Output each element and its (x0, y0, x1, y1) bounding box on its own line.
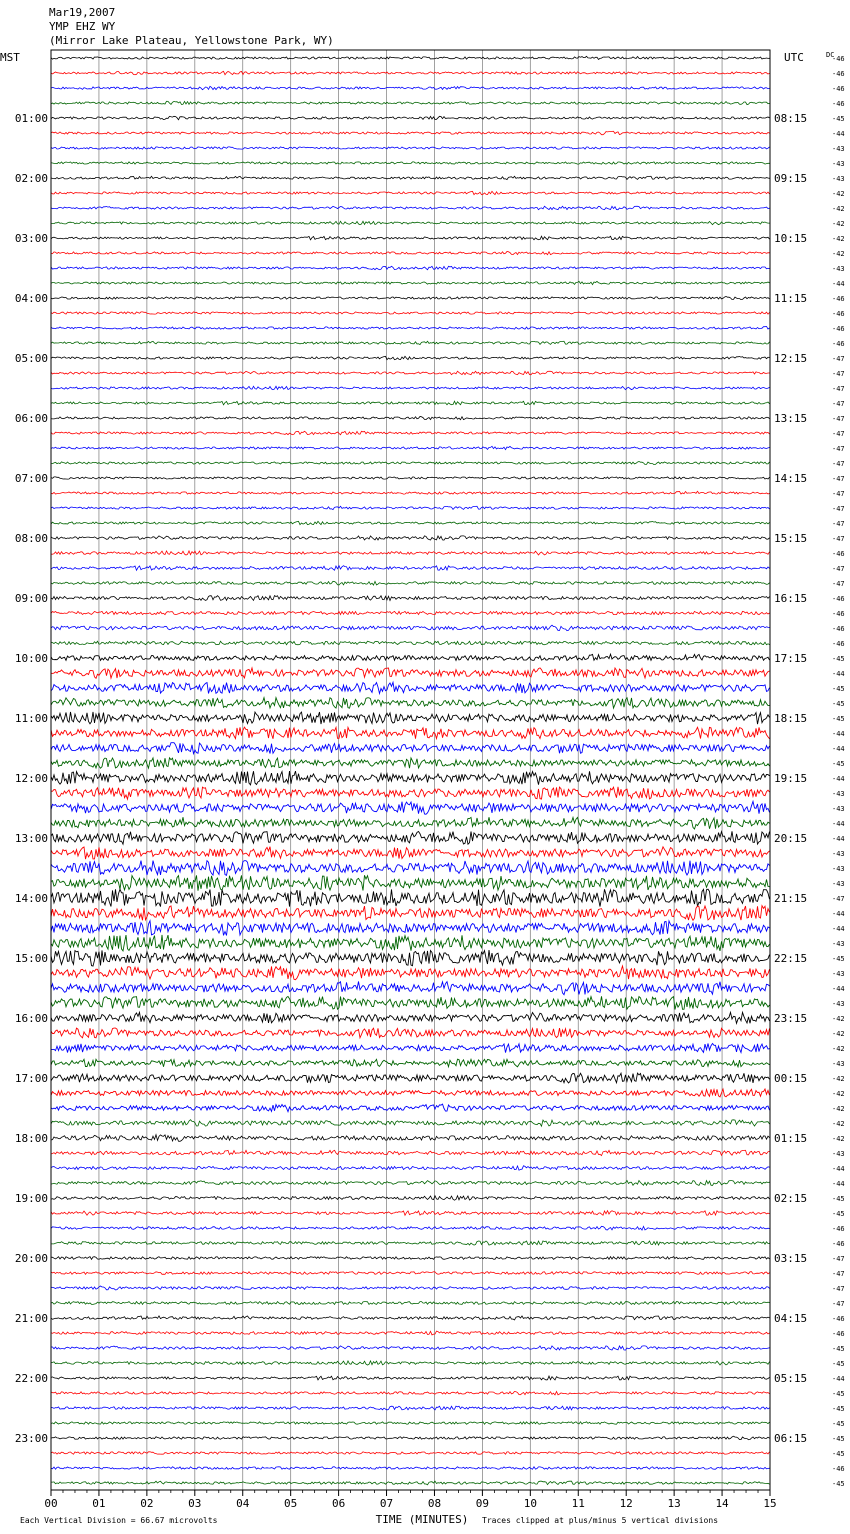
seismic-trace (51, 861, 770, 876)
mst-hour-label: 18:00 (14, 1132, 48, 1145)
mst-hour-label: 19:00 (14, 1192, 48, 1205)
x-tick-label: 00 (44, 1497, 58, 1510)
mst-hour-label: 23:00 (14, 1432, 48, 1445)
dc-offset-value: -46 (832, 310, 845, 318)
mst-hour-label: 21:00 (14, 1312, 48, 1325)
seismic-trace (51, 1361, 770, 1365)
dc-offset-value: -47 (832, 370, 845, 378)
seismic-trace (51, 131, 770, 134)
dc-offset-value: -45 (832, 1405, 845, 1413)
seismic-trace (51, 236, 770, 240)
x-tick-label: 10 (523, 1497, 537, 1510)
dc-offset-value: -42 (832, 1120, 845, 1128)
seismic-trace (51, 1391, 770, 1395)
dc-offset-value: -45 (832, 1195, 845, 1203)
seismic-trace (51, 1436, 770, 1440)
seismic-trace (51, 935, 770, 951)
seismic-trace (51, 743, 770, 754)
dc-offset-value: -47 (832, 565, 845, 573)
seismic-trace (51, 566, 770, 571)
dc-offset-value: -43 (832, 1060, 845, 1068)
utc-hour-label: 11:15 (774, 292, 808, 305)
x-tick-label: 15 (763, 1497, 777, 1510)
station-code: YMP EHZ WY (49, 20, 116, 33)
mst-hour-label: 13:00 (14, 832, 48, 845)
seismic-trace (51, 1481, 770, 1485)
utc-hour-label: 20:15 (774, 832, 808, 845)
seismic-trace (51, 611, 770, 614)
seismic-trace (51, 1150, 770, 1155)
seismic-trace (51, 371, 770, 375)
dc-offset-value: -47 (832, 475, 845, 483)
seismic-trace (51, 446, 770, 449)
seismic-trace (51, 831, 770, 844)
seismic-trace (51, 252, 770, 255)
station-location: (Mirror Lake Plateau, Yellowstone Park, WY) (49, 34, 334, 47)
utc-hour-label: 06:15 (774, 1432, 808, 1445)
dc-offset-value: -46 (832, 340, 845, 348)
dc-offset-value: -42 (832, 1090, 845, 1098)
mst-hour-label: 11:00 (14, 712, 48, 725)
dc-offset-value: -45 (832, 1450, 845, 1458)
seismic-trace (51, 1422, 770, 1424)
dc-offset-value: -43 (832, 175, 845, 183)
dc-offset-value: -46 (832, 55, 845, 63)
dc-offset-value: -44 (832, 280, 845, 288)
seismic-trace (51, 1211, 770, 1216)
dc-offset-value: -46 (832, 325, 845, 333)
utc-hour-label: 00:15 (774, 1072, 808, 1085)
dc-offset-value: -47 (832, 895, 845, 903)
seismic-trace (51, 401, 770, 405)
seismic-trace (51, 668, 770, 678)
dc-offset-value: -43 (832, 940, 845, 948)
seismic-trace (51, 536, 770, 540)
plot-date: Mar19,2007 (49, 6, 116, 19)
mst-hour-label: 06:00 (14, 412, 48, 425)
utc-hour-label: 21:15 (774, 892, 808, 905)
dc-offset-value: -42 (832, 1015, 845, 1023)
seismic-trace (51, 162, 770, 164)
dc-offset-value: -47 (832, 1285, 845, 1293)
x-tick-label: 13 (667, 1497, 681, 1510)
dc-offset-value: -47 (832, 1300, 845, 1308)
dc-offset-value: -42 (832, 235, 845, 243)
seismic-trace (51, 86, 770, 89)
utc-hour-label: 23:15 (774, 1012, 808, 1025)
mst-hour-label: 05:00 (14, 352, 48, 365)
seismic-trace (51, 906, 770, 921)
seismic-trace (51, 1241, 770, 1245)
seismic-trace (51, 341, 770, 344)
dc-offset-value: -42 (832, 190, 845, 198)
seismic-trace (51, 654, 770, 660)
dc-offset-value: -46 (832, 1330, 845, 1338)
seismic-trace (51, 817, 770, 829)
utc-hour-label: 04:15 (774, 1312, 808, 1325)
seismic-trace (51, 1331, 770, 1335)
dc-offset-value: -46 (832, 1315, 845, 1323)
utc-hour-label: 12:15 (774, 352, 808, 365)
seismic-trace (51, 1044, 770, 1053)
dc-offset-value: -44 (832, 730, 845, 738)
vertical-division-note: Each Vertical Division = 66.67 microvolts (20, 1516, 218, 1525)
seismic-trace (51, 966, 770, 980)
dc-offset-value: -47 (832, 460, 845, 468)
seismic-trace (51, 1059, 770, 1067)
mst-hour-label: 03:00 (14, 232, 48, 245)
seismic-trace (51, 1135, 770, 1142)
dc-offset-value: -47 (832, 1270, 845, 1278)
dc-offset-value: -42 (832, 1030, 845, 1038)
dc-offset-value: -47 (832, 535, 845, 543)
utc-hour-label: 14:15 (774, 472, 808, 485)
dc-offset-value: -43 (832, 160, 845, 168)
seismic-trace (51, 356, 770, 359)
dc-offset-value: -44 (832, 130, 845, 138)
seismic-trace (51, 625, 770, 631)
seismic-trace (51, 712, 770, 724)
seismic-trace (51, 221, 770, 224)
clipping-note: Traces clipped at plus/minus 5 vertical divisions (482, 1516, 719, 1525)
seismic-trace (51, 417, 770, 420)
mst-hour-label: 10:00 (14, 652, 48, 665)
mst-hour-label: 07:00 (14, 472, 48, 485)
seismic-trace (51, 1406, 770, 1410)
seismic-trace (51, 596, 770, 601)
dc-offset-value: -46 (832, 1240, 845, 1248)
dc-offset-value: -46 (832, 295, 845, 303)
mst-hour-label: 09:00 (14, 592, 48, 605)
seismic-trace (51, 1196, 770, 1201)
dc-offset-value: -46 (832, 85, 845, 93)
dc-offset-value: -43 (832, 1000, 845, 1008)
dc-offset-value: -46 (832, 70, 845, 78)
utc-hour-label: 02:15 (774, 1192, 808, 1205)
seismic-trace (51, 982, 770, 995)
dc-offset-value: -45 (832, 1360, 845, 1368)
seismic-trace (51, 1089, 770, 1097)
dc-offset-value: -43 (832, 880, 845, 888)
plot-frame (51, 50, 770, 1490)
utc-hour-label: 13:15 (774, 412, 808, 425)
seismic-trace (51, 1302, 770, 1305)
seismic-trace (51, 206, 770, 210)
seismic-trace (51, 1226, 770, 1230)
dc-offset-value: -46 (832, 640, 845, 648)
dc-offset-value: -44 (832, 820, 845, 828)
x-axis-title: TIME (MINUTES) (375, 1513, 469, 1526)
dc-offset-value: -42 (832, 250, 845, 258)
dc-offset-value: -44 (832, 670, 845, 678)
dc-offset-value: -42 (832, 1045, 845, 1053)
dc-offset-value: -46 (832, 625, 845, 633)
dc-offset-value: -47 (832, 520, 845, 528)
seismic-trace (51, 758, 770, 768)
dc-offset-value: -42 (832, 205, 845, 213)
seismic-trace (51, 71, 770, 74)
dc-offset-value: -46 (832, 100, 845, 108)
seismic-trace (51, 875, 770, 890)
seismic-trace (51, 950, 770, 966)
seismic-trace (51, 641, 770, 645)
seismic-trace (51, 1257, 770, 1260)
x-tick-label: 05 (284, 1497, 298, 1510)
seismic-trace (51, 801, 770, 814)
dc-offset-value: -47 (832, 430, 845, 438)
seismic-trace (51, 1346, 770, 1350)
x-tick-label: 02 (140, 1497, 154, 1510)
seismic-trace (51, 296, 770, 299)
dc-offset-value: -43 (832, 145, 845, 153)
dc-offset-value: -43 (832, 1150, 845, 1158)
dc-offset-value: -45 (832, 715, 845, 723)
seismic-trace (51, 266, 770, 269)
utc-hour-label: 09:15 (774, 172, 808, 185)
dc-offset-value: -42 (832, 220, 845, 228)
dc-offset-value: -45 (832, 685, 845, 693)
x-tick-label: 01 (92, 1497, 106, 1510)
seismic-trace (51, 506, 770, 509)
seismic-trace (51, 521, 770, 524)
seismic-trace (51, 1012, 770, 1023)
seismic-trace (51, 147, 770, 149)
dc-offset-value: -44 (832, 910, 845, 918)
mst-hour-label: 02:00 (14, 172, 48, 185)
dc-offset-value: -45 (832, 1435, 845, 1443)
dc-offset-value: -44 (832, 1375, 845, 1383)
dc-offset-value: -42 (832, 1075, 845, 1083)
mst-hour-label: 15:00 (14, 952, 48, 965)
mst-hour-label: 14:00 (14, 892, 48, 905)
seismic-trace (51, 116, 770, 119)
dc-offset-value: -46 (832, 550, 845, 558)
dc-offset-value: -43 (832, 850, 845, 858)
dc-offset-value: -44 (832, 925, 845, 933)
seismic-trace (51, 771, 770, 785)
utc-hour-label: 17:15 (774, 652, 808, 665)
seismic-trace (51, 551, 770, 555)
seismic-trace (51, 1272, 770, 1275)
x-tick-label: 06 (331, 1497, 346, 1510)
mst-hour-label: 16:00 (14, 1012, 48, 1025)
dc-offset-value: -43 (832, 865, 845, 873)
seismic-trace (51, 727, 770, 739)
x-tick-label: 12 (619, 1497, 633, 1510)
seismic-trace (51, 787, 770, 799)
seismic-trace (51, 1166, 770, 1170)
mst-hour-label: 20:00 (14, 1252, 48, 1265)
seismic-trace (51, 1452, 770, 1454)
x-tick-label: 08 (427, 1497, 442, 1510)
dc-offset-value: -43 (832, 970, 845, 978)
dc-offset-value: -47 (832, 400, 845, 408)
utc-hour-label: 16:15 (774, 592, 808, 605)
dc-offset-value: -44 (832, 745, 845, 753)
utc-hour-label: 05:15 (774, 1372, 808, 1385)
utc-hour-label: 19:15 (774, 772, 808, 785)
dc-offset-value: -43 (832, 265, 845, 273)
seismic-trace (51, 996, 770, 1009)
dc-offset-value: -45 (832, 1390, 845, 1398)
seismic-trace (51, 281, 770, 284)
dc-offset-value: -42 (832, 1135, 845, 1143)
seismic-traces (51, 56, 770, 1485)
x-tick-label: 03 (188, 1497, 202, 1510)
dc-offset-value: -47 (832, 415, 845, 423)
seismic-trace (51, 1316, 770, 1320)
dc-offset-value: -43 (832, 805, 845, 813)
seismic-trace (51, 386, 770, 389)
dc-offset-value: -42 (832, 1105, 845, 1113)
dc-offset-value: -47 (832, 490, 845, 498)
seismic-trace (51, 431, 770, 434)
x-tick-label: 09 (475, 1497, 490, 1510)
utc-hour-label: 03:15 (774, 1252, 808, 1265)
x-tick-label: 04 (236, 1497, 250, 1510)
dc-offset-value: -44 (832, 1165, 845, 1173)
utc-hour-label: 22:15 (774, 952, 808, 965)
dc-offset-value: -47 (832, 1255, 845, 1263)
seismic-trace (51, 1286, 770, 1290)
dc-offset-value: -46 (832, 1465, 845, 1473)
dc-offset-value: -44 (832, 835, 845, 843)
mst-hour-label: 12:00 (14, 772, 48, 785)
dc-offset-value: -44 (832, 775, 845, 783)
dc-offset-value: -44 (832, 985, 845, 993)
seismic-trace (51, 1181, 770, 1186)
dc-offset-value: -47 (832, 580, 845, 588)
seismic-trace (51, 581, 770, 585)
dc-offset-value: -45 (832, 955, 845, 963)
dc-offset-value: -45 (832, 115, 845, 123)
seismic-trace (51, 191, 770, 194)
seismic-trace (51, 889, 770, 906)
dc-offset-value: -47 (832, 445, 845, 453)
dc-offset-value: -47 (832, 385, 845, 393)
mst-hour-label: 22:00 (14, 1372, 48, 1385)
seismic-trace (51, 1028, 770, 1038)
dc-offset-value: -47 (832, 355, 845, 363)
dc-offset-value: -46 (832, 1225, 845, 1233)
dc-offset-value: -43 (832, 790, 845, 798)
seismic-trace (51, 847, 770, 859)
utc-hour-label: 01:15 (774, 1132, 808, 1145)
utc-hour-label: 18:15 (774, 712, 808, 725)
dc-offset-value: -45 (832, 700, 845, 708)
axis-labels (0, 51, 845, 1526)
seismic-trace (51, 56, 770, 59)
mst-hour-label: 08:00 (14, 532, 48, 545)
seismic-trace (51, 491, 770, 494)
dc-offset-value: -46 (832, 595, 845, 603)
left-axis-label: MST (0, 51, 20, 64)
dc-offset-value: -47 (832, 505, 845, 513)
seismic-trace (51, 312, 770, 314)
dc-offset-value: -45 (832, 1345, 845, 1353)
seismic-trace (51, 682, 770, 693)
mst-hour-label: 01:00 (14, 112, 48, 125)
dc-offset-value: -45 (832, 1210, 845, 1218)
x-tick-label: 14 (715, 1497, 729, 1510)
seismic-trace (51, 698, 770, 709)
x-tick-label: 11 (571, 1497, 585, 1510)
dc-offset-value: -45 (832, 760, 845, 768)
seismic-trace (51, 1467, 770, 1469)
dc-offset-value: -45 (832, 1480, 845, 1488)
dc-label: DC (826, 51, 835, 59)
seismic-trace (51, 461, 770, 464)
seismic-trace (51, 921, 770, 936)
seismic-trace (51, 1376, 770, 1380)
utc-hour-label: 08:15 (774, 112, 808, 125)
mst-hour-label: 04:00 (14, 292, 48, 305)
seismic-trace (51, 1073, 770, 1083)
right-axis-label: UTC (784, 51, 804, 64)
seismic-trace (51, 101, 770, 104)
seismic-trace (51, 326, 770, 329)
dc-offset-value: -45 (832, 655, 845, 663)
seismic-trace (51, 176, 770, 179)
dc-offset-value: -44 (832, 1180, 845, 1188)
utc-hour-label: 10:15 (774, 232, 808, 245)
x-tick-label: 07 (379, 1497, 394, 1510)
seismic-trace (51, 1104, 770, 1112)
dc-offset-value: -45 (832, 1420, 845, 1428)
dc-offset-value: -46 (832, 610, 845, 618)
seismic-trace (51, 477, 770, 479)
mst-hour-label: 17:00 (14, 1072, 48, 1085)
seismic-trace (51, 1120, 770, 1127)
utc-hour-label: 15:15 (774, 532, 808, 545)
